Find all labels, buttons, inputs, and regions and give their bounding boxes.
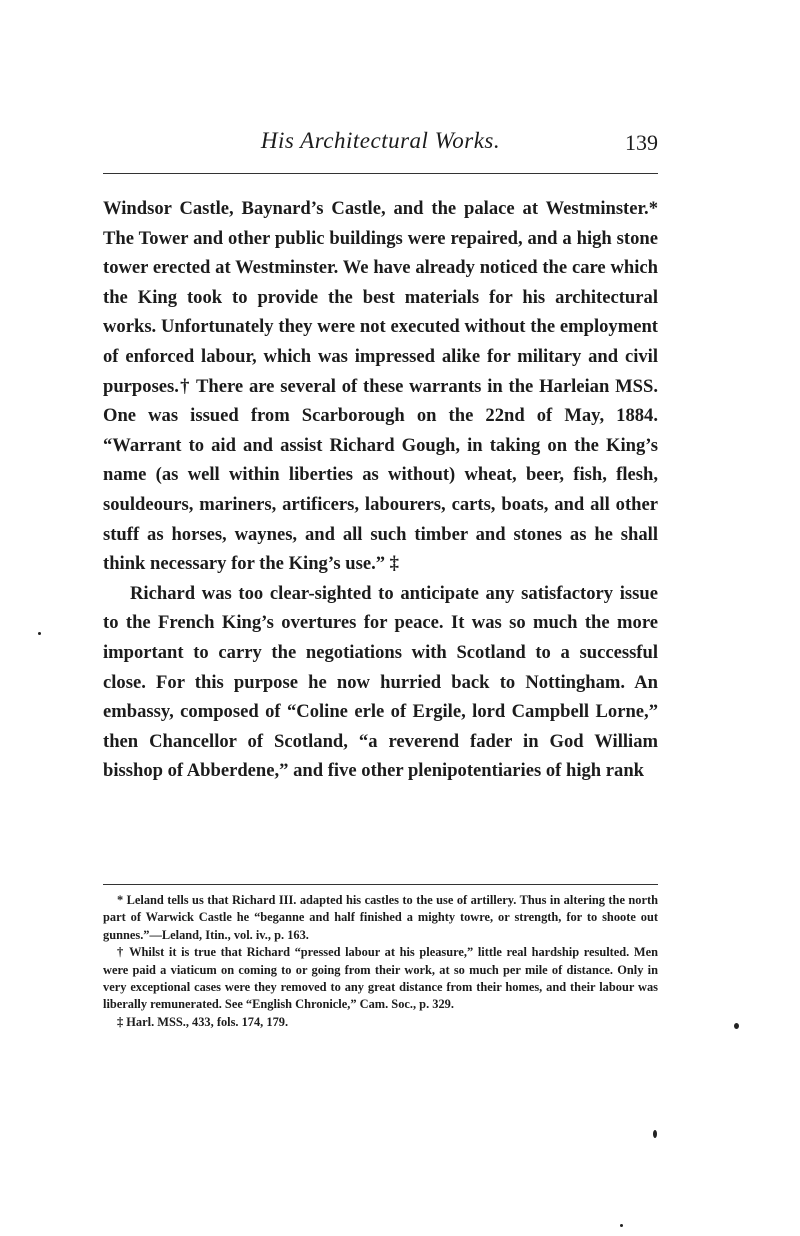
body-text	[103, 194, 658, 786]
footnote-2: † Whilst it is true that Richard “pressed labour at his pleasure,” little real hardship resulted. Men were paid a viaticum on coming to or going from their work, at so much per mile of distance. Only in very exceptional cases were they removed to any great distance from their homes, and their labour was liberally remunerated. See “English Chronicle,” Cam. Soc., p. 329.	[103, 945, 658, 1012]
footnote-3: ‡ Harl. MSS., 433, fols. 174, 179.	[117, 1014, 289, 1029]
footnotes	[103, 892, 658, 1031]
running-title: His Architectural Works.	[260, 128, 501, 153]
page-number: 139	[625, 130, 658, 155]
footnote-1: * Leland tells us that Richard III. adapted his castles to the use of artillery. Thus in altering the north part of Warwick Castle he “beganne and half finished a mighty towre, or strength, for to shoote out gunnes.”—Leland, Itin., vol. iv., p. 163.	[103, 893, 658, 942]
scan-speck	[38, 632, 41, 635]
body-paragraph-1: Windsor Castle, Baynard’s Castle, and the palace at Westminster.* The Tower and other public buildings were repaired, and a high stone tower erected at Westminster. We have already noticed the care which the King took to provide the best materials for his architectural works. Unfortunately they were not executed without the employment of enforced labour, which was impressed alike for military and civil purposes.† There are several of these warrants in the Harleian MSS. One was issued from Scarborough on the 22nd of May, 1884. “Warrant to aid and assist Richard Gough, in taking on the King’s name (as well within liberties as without) wheat, beer, fish, flesh, souldeours, mariners, artificers, labourers, carts, boats, and all other stuff as horses, waynes, and all such timber and stones as he shall think necessary for the King’s use.” ‡	[103, 198, 658, 575]
scan-speck	[620, 1224, 623, 1227]
scan-speck	[734, 1023, 739, 1029]
header-rule	[103, 173, 658, 174]
scan-speck	[653, 1130, 657, 1138]
page-header	[103, 128, 658, 160]
body-paragraph-2: Richard was too clear-sighted to anticipate any satisfactory issue to the French King’s overtures for peace. It was so much the more important to carry the negotiations with Scotland to a successful close. For this purpose he now hurried back to Nottingham. An embassy, composed of “Coline erle of Ergile, lord Campbell Lorne,” then Chancellor of Scotland, “a reverend fader in God William bisshop of Abberdene,” and five other plenipotentiaries of high rank	[103, 582, 658, 782]
footnote-rule	[103, 884, 658, 885]
